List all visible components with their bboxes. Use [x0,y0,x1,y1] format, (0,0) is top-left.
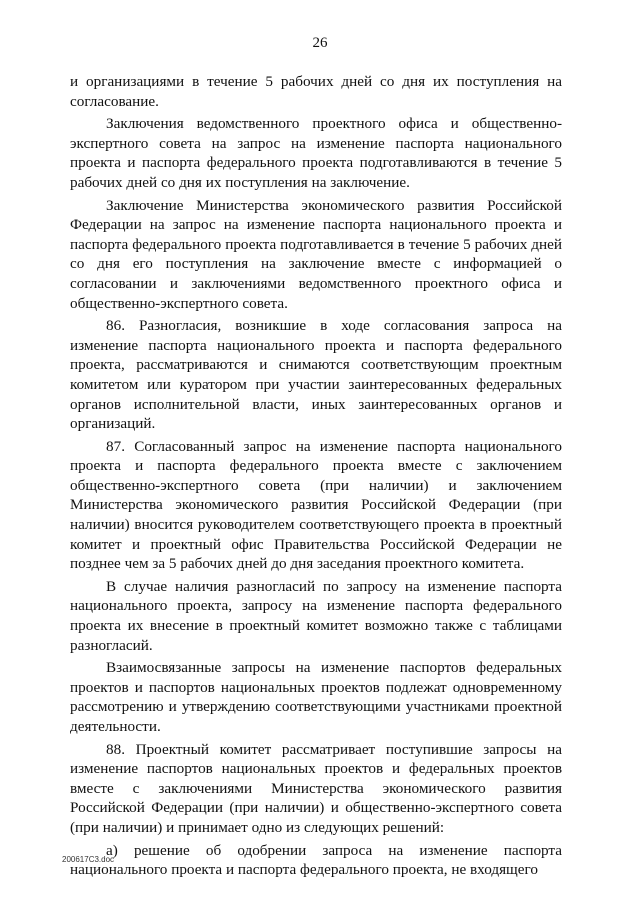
paragraph-item-86: 86. Разногласия, возникшие в ходе согласования запроса на изменение паспорта национального проекта и паспорта федерального проекта, рассматриваются и снимаются соответствующим проектным комитетом или куратором при участии заинтересованных федеральных органов исполнительной власти, иных заинтересованных органов и организаций. [70,317,562,433]
paragraph: В случае наличия разногласий по запросу на изменение паспорта национального проекта, запросу на изменение паспорта федерального проекта их внесение в проектный комитет возможно также с таблицами разногласий. [70,577,562,654]
paragraph: Заключение Министерства экономического развития Российской Федерации на запрос на изменение паспорта национального проекта и паспорта федерального проекта подготавливается в течение 5 рабочих дней со дня его поступления на заключение вместе с информацией о согласовании и заключениями ведомственного проектного офиса и общественно-экспертного совета. [70,196,562,312]
paragraph: Взаимосвязанные запросы на изменение паспортов федеральных проектов и паспортов национальных проектов подлежат одновременному рассмотрению и утверждению соответствующими участниками проектной деятельности. [70,659,562,735]
paragraph-item-88: 88. Проектный комитет рассматривает поступившие запросы на изменение паспортов национальных проектов и федеральных проектов вместе с заключениями Министерства экономического развития Российской Федерации (при наличии) и общественно-экспертного совета (при наличии) и принимает одно из следующих решений: [70,740,562,836]
paragraph-subitem-a: а) решение об одобрении запроса на изменение паспорта национального проекта и паспорта федерального проекта, не входящего [70,841,562,879]
paragraph-item-87: 87. Согласованный запрос на изменение паспорта национального проекта и паспорта федерального проекта вместе с заключением общественно-экспертного совета (при наличии) и заключением Министерства экономического развития Российской Федерации (при наличии) вносится руководителем соответствующего проекта в проектный комитет и проектный офис Правительства Российской Федерации не позднее чем за 5 рабочих дней до дня заседания проектного комитета. [70,437,562,573]
document-body [70,72,562,883]
file-name-footer: 200617C3.doc [62,855,115,864]
paragraph: и организациями в течение 5 рабочих дней со дня их поступления на согласование. [70,73,562,110]
page-number: 26 [312,35,328,51]
paragraph: Заключения ведомственного проектного офиса и общественно-экспертного совета на запрос на изменение паспорта национального проекта и паспорта федерального проекта подготавливаются в течение 5 рабочих дней со дня их поступления на заключение. [70,115,562,191]
